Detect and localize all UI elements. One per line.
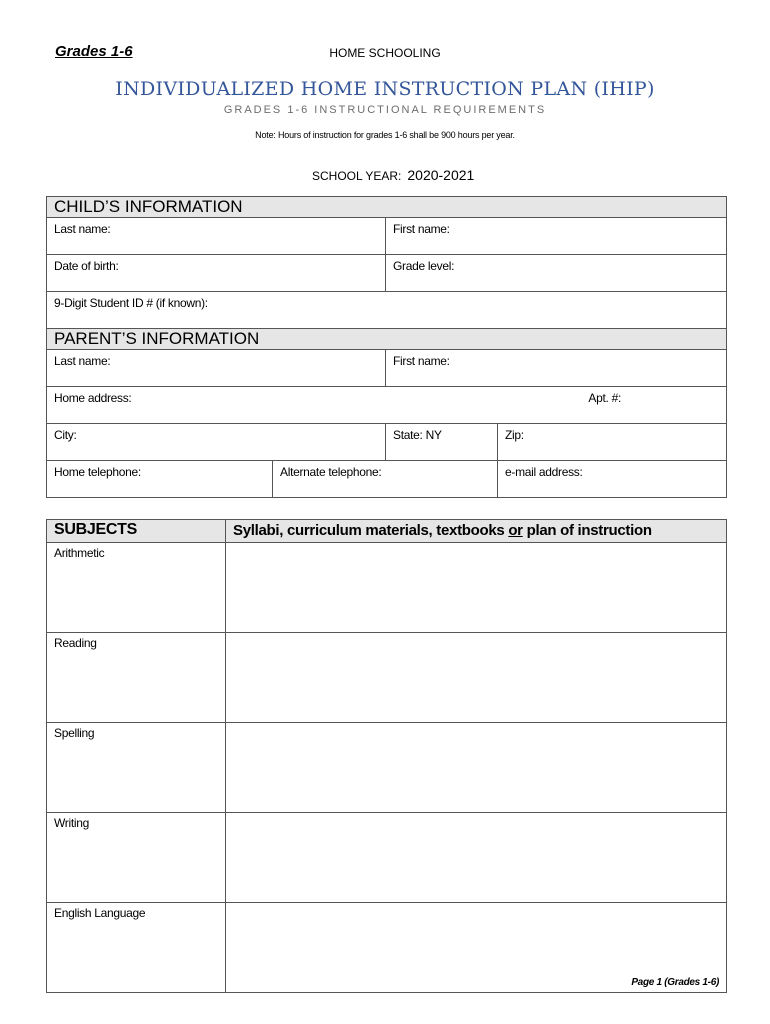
home-schooling-label: HOME SCHOOLING xyxy=(329,46,441,60)
subject-row xyxy=(47,633,727,723)
email-label: e-mail address: xyxy=(505,465,583,479)
subject-row xyxy=(47,813,727,903)
grades-label: Grades 1-6 xyxy=(55,43,133,60)
subject-plan-arithmetic[interactable] xyxy=(226,543,727,633)
student-id-label: 9-Digit Student ID # (if known): xyxy=(54,296,208,310)
subject-plan-english[interactable] xyxy=(226,903,727,993)
child-last-name-field[interactable] xyxy=(47,218,386,255)
parent-info-heading: PARENT’S INFORMATION xyxy=(54,329,260,348)
school-year-value[interactable]: 2020-2021 xyxy=(407,167,475,183)
school-year xyxy=(312,167,474,183)
city-label: City: xyxy=(54,428,77,442)
alt-phone-label: Alternate telephone: xyxy=(280,465,382,479)
child-info-header xyxy=(47,197,727,218)
child-last-name-label: Last name: xyxy=(54,222,111,236)
grade-level-label: Grade level: xyxy=(393,259,455,273)
home-address-label: Home address: xyxy=(54,391,132,405)
subjects-table xyxy=(46,519,727,993)
home-phone-label: Home telephone: xyxy=(54,465,141,479)
subject-label-writing: Writing xyxy=(54,816,90,830)
school-year-label: SCHOOL YEAR: xyxy=(312,169,402,183)
child-info-heading: CHILD’S INFORMATION xyxy=(54,197,243,216)
page-title: INDIVIDUALIZED HOME INSTRUCTION PLAN (IHIP) xyxy=(115,78,655,100)
subject-label-reading: Reading xyxy=(54,636,97,650)
state-field[interactable] xyxy=(386,424,498,461)
zip-field[interactable] xyxy=(498,424,727,461)
zip-label: Zip: xyxy=(505,428,524,442)
parent-first-name-label: First name: xyxy=(393,354,450,368)
apt-label: Apt. #: xyxy=(588,391,622,405)
info-table xyxy=(46,196,727,498)
home-phone-field[interactable] xyxy=(47,461,273,498)
city-field[interactable] xyxy=(47,424,386,461)
subject-row xyxy=(47,903,727,993)
student-id-field[interactable] xyxy=(47,292,727,329)
alt-phone-field[interactable] xyxy=(273,461,498,498)
parent-info-header xyxy=(47,329,727,350)
parent-first-name-field[interactable] xyxy=(386,350,727,387)
email-field[interactable] xyxy=(498,461,727,498)
subject-row xyxy=(47,723,727,813)
child-first-name-field[interactable] xyxy=(386,218,727,255)
parent-last-name-field[interactable] xyxy=(47,350,386,387)
syllabi-heading-post: plan of instruction xyxy=(522,522,652,539)
syllabi-heading-or: or xyxy=(508,522,523,539)
state-label: State: NY xyxy=(393,428,442,442)
subjects-header-row xyxy=(47,520,727,543)
subject-plan-writing[interactable] xyxy=(226,813,727,903)
subject-row xyxy=(47,543,727,633)
subject-plan-spelling[interactable] xyxy=(226,723,727,813)
hours-note: Note: Hours of instruction for grades 1-6 shall be 900 hours per year. xyxy=(255,130,515,140)
subject-plan-reading[interactable] xyxy=(226,633,727,723)
parent-last-name-label: Last name: xyxy=(54,354,111,368)
child-first-name-label: First name: xyxy=(393,222,450,236)
dob-label: Date of birth: xyxy=(54,259,119,273)
subject-label-spelling: Spelling xyxy=(54,726,95,740)
page-number-label: Page 1 (Grades 1-6) xyxy=(631,977,719,988)
home-address-field[interactable] xyxy=(47,387,727,424)
grade-level-field[interactable] xyxy=(386,255,727,292)
dob-field[interactable] xyxy=(47,255,386,292)
subjects-heading: SUBJECTS xyxy=(54,521,137,538)
syllabi-heading xyxy=(226,520,726,541)
subject-label-english: English Language xyxy=(54,906,146,920)
page-subtitle: GRADES 1-6 INSTRUCTIONAL REQUIREMENTS xyxy=(223,104,547,116)
syllabi-heading-pre: Syllabi, curriculum materials, textbooks xyxy=(233,522,509,539)
subject-label-arithmetic: Arithmetic xyxy=(54,546,105,560)
